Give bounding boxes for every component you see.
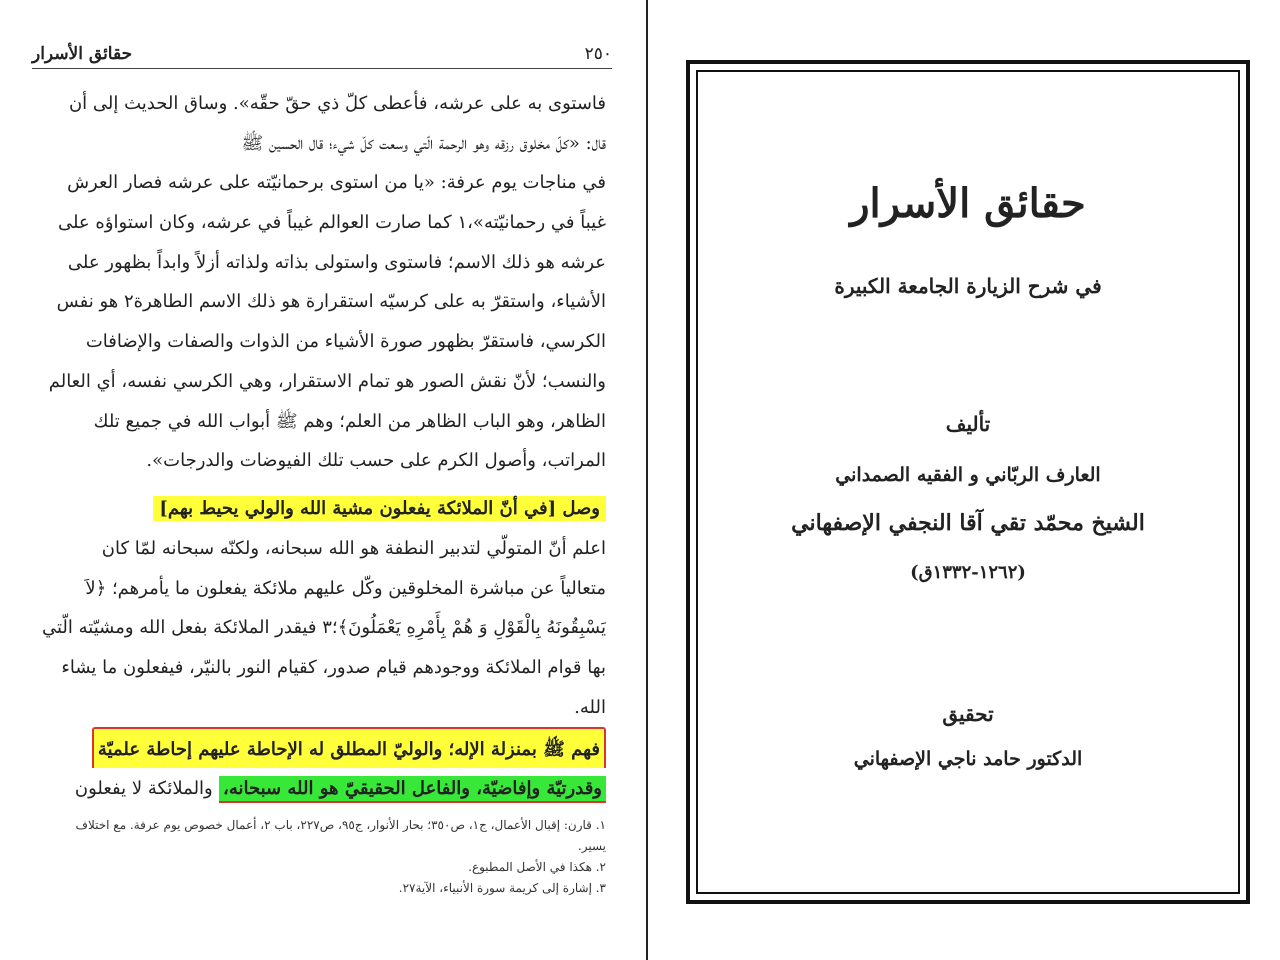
right-title-page xyxy=(648,0,1280,960)
page-header xyxy=(32,42,612,69)
text-line: اعلم أنّ المتولّي لتدبير النطفة هو الله سبحانه، ولكنّه سبحانه لمّا كان xyxy=(101,537,606,559)
editor-label: تحقيق xyxy=(942,702,994,726)
text-line: الأشياء، واستقرّ به على كرسيّه استقرارة هو ذلك الاسم الطاهرة٢ هو نفس xyxy=(56,291,606,313)
text-line: المراتب، وأصول الكرم على حسب تلك الفيوضات والدرجات». xyxy=(146,450,606,472)
highlighted-text-yellow: فهم ﷺ بمنزلة الإله؛ والوليّ المطلق له الإحاطة عليهم إحاطة علميّة xyxy=(94,737,604,762)
section-title: [في أنّ الملائكة يفعلون مشية الله والولي يحيط بهم] xyxy=(159,497,557,519)
author-description: العارف الربّاني و الفقيه الصمداني xyxy=(835,464,1101,486)
text-line: بها قوام الملائكة ووجودهم قيام صدور، كقيام النور بالنيّر، فيفعلون ما يشاء xyxy=(61,656,606,678)
footnote: ٣. إشارة إلى كريمة سورة الأنبياء، الآية٢٧. xyxy=(398,881,606,895)
book-title: حقائق الأسرار xyxy=(850,180,1086,227)
title-page-frame xyxy=(686,60,1250,904)
text-line: في مناجات يوم عرفة: «يا من استوى برحمانيّته على عرشه فصار العرش xyxy=(67,172,606,194)
text-line: غيباً في رحمانيّته»،١ كما صارت العوالم غيباً في عرشه، وكان استواؤه على xyxy=(57,212,606,234)
section-label: وصل xyxy=(562,497,600,519)
text-line: والنسب؛ لأنّ نقش الصور هو تمام الاستقرار، وهي الكرسي نفسه، أي العالم xyxy=(48,370,606,392)
text-line: الكرسي، فاستقرّ بظهور صورة الأشياء من الذوات والصفات والإضافات xyxy=(85,331,606,353)
text-line: الله. xyxy=(574,696,606,718)
title-page-inner-frame xyxy=(696,70,1240,894)
footnotes xyxy=(32,815,606,899)
highlighted-text-green: وقدرتيّة وإفاضيّة، والفاعل الحقيقيّ هو الله سبحانه، xyxy=(219,776,606,803)
running-title: حقائق الأسرار xyxy=(32,44,133,64)
editor-name: الدكتور حامد ناجي الإصفهاني xyxy=(853,748,1083,770)
author-label: تأليف xyxy=(945,412,991,436)
text-line: عرشه هو ذلك الاسم؛ فاستوى واستولى بذاته ولذاته أزلاً وابداً بظهور على xyxy=(67,251,606,273)
text-line: فاستوى به على عرشه، فأعطى كلّ ذي حقّ حقّه». وساق الحديث إلى أن xyxy=(68,93,606,114)
section-heading xyxy=(32,489,606,529)
author-name: الشيخ محمّد تقي آقا النجفي الإصفهاني xyxy=(791,510,1145,536)
footnote: ٢. هكذا في الأصل المطبوع. xyxy=(468,860,606,874)
text-line: يَسْبِقُونَهُ بِالْقَوْلِ وَ هُمْ بِأَمْرِهِ يَعْمَلُونَ﴾؛٣ فيقدر الملائكة بفعل الله ومشيّته الّتي xyxy=(41,617,606,639)
page-body xyxy=(32,84,606,809)
text-line: متعالياً عن مباشرة المخلوقين وكّل عليهم ملائكة يفعلون ما يأمرهم؛ ﴿لاَ xyxy=(85,577,606,599)
book-subtitle: في شرح الزيارة الجامعة الكبيرة xyxy=(834,274,1102,298)
highlighted-line xyxy=(32,768,606,809)
author-dates: (١٢٦٢-١٣٣٢ق) xyxy=(910,562,1026,583)
text-line: قال: «كلّ مخلوق رزقه وهو الرحمة الّتي وسعت كلّ شيء؛ قال الحسين ﷺ xyxy=(241,132,606,154)
text-after-highlight: والملائكة لا يفعلون xyxy=(74,778,213,800)
text-line: الظاهر، وهو الباب الظاهر من العلم؛ وهم ﷺ أبواب الله في جميع تلك xyxy=(93,410,606,432)
section-heading-highlight xyxy=(153,496,606,521)
footnote: يسير. xyxy=(577,839,606,853)
page-number: ٢٥٠ xyxy=(584,44,612,64)
highlighted-line xyxy=(32,727,606,768)
footnote: ١. قارن: إقبال الأعمال، ج١، ص٣٥٠؛ بحار الأنوار، ج٩٥، ص٢٢٧، باب ٢، أعمال خصوص يوم عرفة. مع اختلاف xyxy=(75,818,606,832)
